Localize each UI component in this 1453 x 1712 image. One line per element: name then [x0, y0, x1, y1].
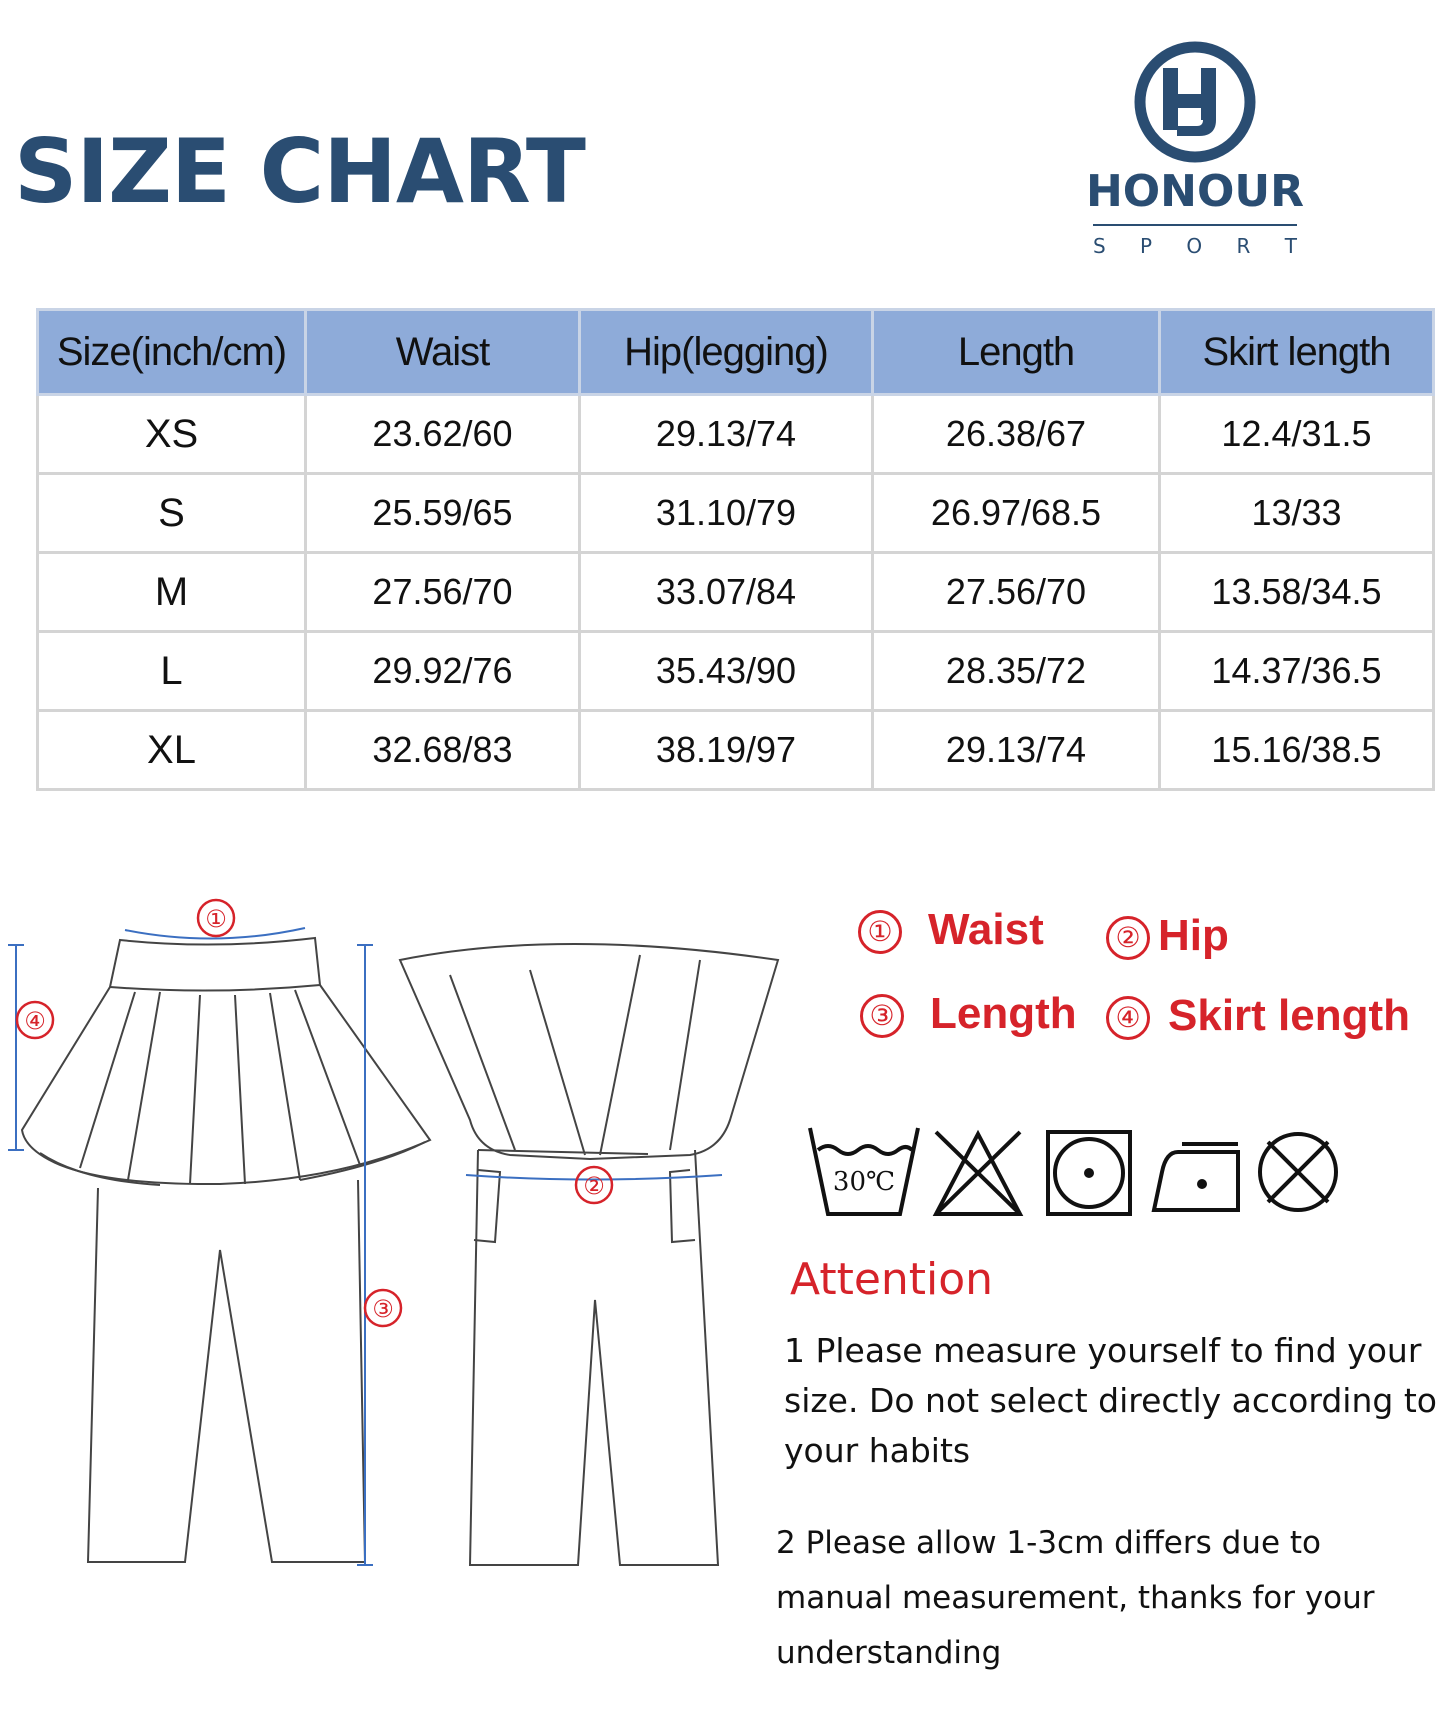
- honour-logo-icon: [1133, 40, 1257, 164]
- hip-cell: 35.43/90: [580, 632, 873, 711]
- legend-label: Length: [930, 989, 1077, 1038]
- legend-waist: [858, 905, 1044, 954]
- no-dry-clean-icon: [1260, 1134, 1336, 1210]
- brand-sub-letter: S: [1093, 234, 1106, 258]
- table-row: [38, 632, 1434, 711]
- skirt-cell: 13.58/34.5: [1160, 553, 1434, 632]
- legend-number: ④: [1106, 996, 1150, 1040]
- table-row: [38, 553, 1434, 632]
- skirt-shape: [22, 985, 430, 1184]
- page-title: SIZE CHART: [14, 120, 585, 223]
- waist-cell: 29.92/76: [306, 632, 580, 711]
- legend-hip: [1106, 911, 1229, 960]
- iron-low-icon: [1154, 1144, 1238, 1210]
- length-cell: 26.38/67: [873, 395, 1160, 474]
- no-bleach-icon: [936, 1132, 1020, 1214]
- header-skirt-length: Skirt length: [1160, 310, 1434, 395]
- header-waist: Waist: [306, 310, 580, 395]
- brand-sub-letter: O: [1186, 234, 1203, 258]
- brand-subtitle: [1093, 234, 1297, 258]
- legend-label: Hip: [1158, 911, 1229, 960]
- legend-label: Skirt length: [1168, 991, 1411, 1040]
- skirt-cell: 12.4/31.5: [1160, 395, 1434, 474]
- attention-note-1: 1 Please measure yourself to find your size. Do not select directly according to your habits: [784, 1331, 1437, 1470]
- waist-cell: 23.62/60: [306, 395, 580, 474]
- table-header-row: [38, 310, 1434, 395]
- legend-number: ①: [858, 910, 902, 954]
- table-row: [38, 711, 1434, 790]
- legend-number: ②: [1106, 916, 1150, 960]
- legend-skirt-length: [1106, 991, 1411, 1040]
- brand-rule: [1093, 224, 1297, 226]
- size-cell: L: [38, 632, 306, 711]
- legend-label: Waist: [928, 905, 1044, 954]
- tumble-dry-dot-icon: [1084, 1168, 1094, 1178]
- length-cell: 26.97/68.5: [873, 474, 1160, 553]
- brand-sub-letter: T: [1284, 234, 1297, 258]
- length-cell: 28.35/72: [873, 632, 1160, 711]
- legend-number: ③: [860, 994, 904, 1038]
- hip-cell: 38.19/97: [580, 711, 873, 790]
- header-length: Length: [873, 310, 1160, 395]
- waist-cell: 27.56/70: [306, 553, 580, 632]
- skirt-cell: 13/33: [1160, 474, 1434, 553]
- marker-1: ①: [205, 905, 227, 933]
- table-row: [38, 474, 1434, 553]
- legend-length: [860, 989, 1077, 1038]
- waist-ruffle-shape: [400, 944, 778, 1159]
- care-instructions: [806, 1122, 1366, 1222]
- attention-note-2: 2 Please allow 1-3cm differs due to manual measurement, thanks for your understanding: [776, 1525, 1375, 1671]
- marker-4: ④: [24, 1007, 46, 1035]
- wash-temperature: 30℃: [832, 1167, 896, 1197]
- attention-title: Attention: [790, 1254, 994, 1305]
- marker-3: ③: [372, 1295, 394, 1323]
- hip-cell: 31.10/79: [580, 474, 873, 553]
- length-cell: 27.56/70: [873, 553, 1160, 632]
- length-cell: 29.13/74: [873, 711, 1160, 790]
- waistband-shape: [110, 938, 320, 991]
- brand-name: HONOUR: [1085, 166, 1305, 217]
- skirt-cell: 15.16/38.5: [1160, 711, 1434, 790]
- table-row: [38, 395, 1434, 474]
- header-size: Size(inch/cm): [38, 310, 306, 395]
- iron-dot-icon: [1197, 1179, 1207, 1189]
- waist-cell: 25.59/65: [306, 474, 580, 553]
- size-cell: M: [38, 553, 306, 632]
- skirt-length-measure-line: [8, 945, 24, 1150]
- hip-cell: 33.07/84: [580, 553, 873, 632]
- size-cell: S: [38, 474, 306, 553]
- size-cell: XL: [38, 711, 306, 790]
- hip-cell: 29.13/74: [580, 395, 873, 474]
- garment-diagram: [0, 850, 790, 1580]
- header-hip: Hip(legging): [580, 310, 873, 395]
- brand-sub-letter: R: [1236, 234, 1251, 258]
- brand-sub-letter: P: [1140, 234, 1153, 258]
- skirt-cell: 14.37/36.5: [1160, 632, 1434, 711]
- size-cell: XS: [38, 395, 306, 474]
- size-table: [36, 308, 1435, 791]
- brand-logo: [1075, 40, 1315, 260]
- marker-2: ②: [583, 1172, 605, 1200]
- waist-cell: 32.68/83: [306, 711, 580, 790]
